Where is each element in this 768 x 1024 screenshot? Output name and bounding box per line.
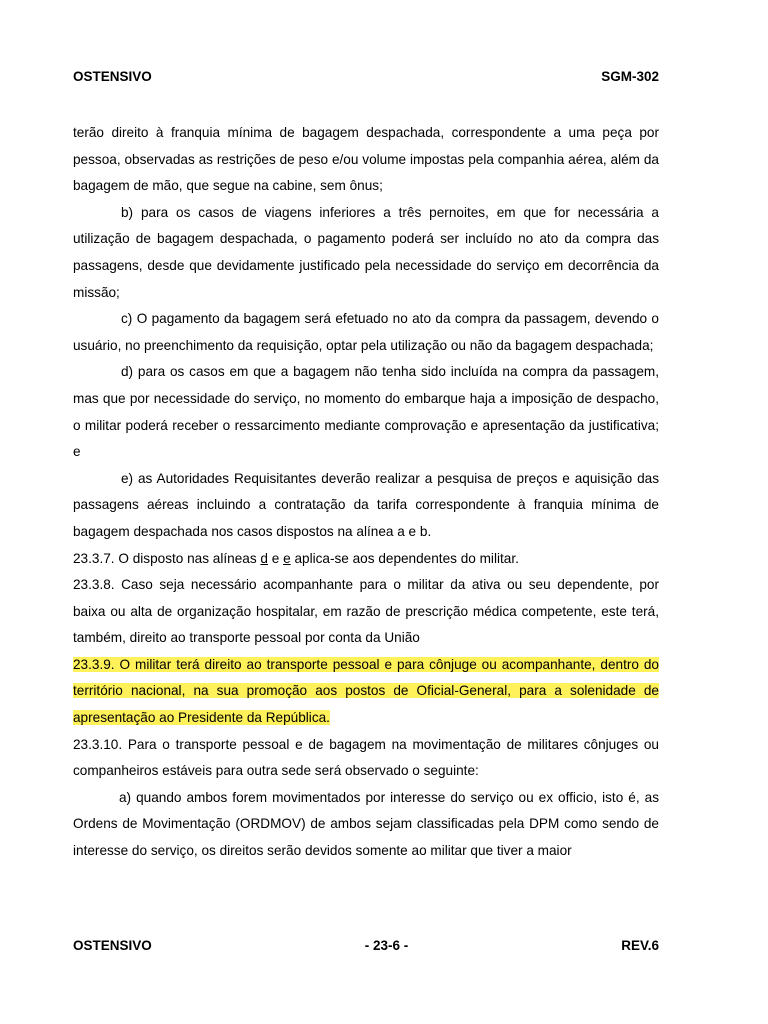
page-header (73, 69, 659, 84)
underlined-letter-e: e (283, 550, 291, 566)
paragraph-23-3-10: 23.3.10. Para o transporte pessoal e de bagagem na movimentação de militares cônjuges ou companheiros estáveis para outra sede será observado o seguinte: (73, 736, 659, 779)
paragraph-23-3-8: 23.3.8. Caso seja necessário acompanhante para o militar da ativa ou seu dependente, por baixa ou alta de organização hospitalar, em razão de prescrição médica competente, este terá, também, direito ao transporte pessoal por conta da União (73, 577, 659, 646)
highlighted-text: 23.3.9. O militar terá direito ao transporte pessoal e para cônjuge ou acompanhante, dentro do território nacional, na sua promoção aos postos de Oficial-General, para a solenidade de apresentação ao Presidente da República. (73, 656, 659, 726)
page-number: - 23-6 - (364, 938, 409, 953)
underlined-letter-d: d (260, 550, 268, 566)
paragraph-continuation: terão direito à franquia mínima de bagagem despachada, correspondente a uma peça por pessoa, observadas as restrições de peso e/ou volume impostas pela companhia aérea, além da bagagem de mão, que segue na cabine, sem ônus; (73, 125, 659, 194)
footer-classification: OSTENSIVO (73, 938, 152, 953)
paragraph-item-b: b) para os casos de viagens inferiores a três pernoites, em que for necessária a utilização de bagagem despachada, o pagamento poderá ser incluído no ato da compra das passagens, desde que devidamente justificado pela necessidade do serviço em decorrência da missão; (73, 204, 659, 300)
text-fragment: 23.3.7. O disposto nas alíneas (73, 550, 261, 566)
revision-label: REV.6 (621, 938, 659, 953)
paragraph-item-e: e) as Autoridades Requisitantes deverão realizar a pesquisa de preços e aquisição das passagens aéreas incluindo a contratação da tarifa correspondente à franquia mínima de bagagem despachada nos casos dispostos na alínea a e b. (73, 470, 659, 539)
paragraph-item-d: d) para os casos em que a bagagem não tenha sido incluída na compra da passagem, mas que por necessidade do serviço, no momento do embarque haja a imposição de despacho, o militar poderá receber o ressarcimento mediante comprovação e apresentação da justificativa; e (73, 364, 659, 460)
header-document-code: SGM-302 (601, 69, 659, 84)
paragraph-23-3-9 (73, 652, 659, 732)
text-fragment: aplica-se aos dependentes do militar. (290, 550, 519, 566)
document-body (73, 120, 659, 865)
header-classification: OSTENSIVO (73, 69, 152, 84)
paragraph-item-a: a) quando ambos forem movimentados por interesse do serviço ou ex officio, isto é, as Ordens de Movimentação (ORDMOV) de ambos sejam classificadas pela DPM como sendo de interesse do serviço, os direitos serão devidos somente ao militar que tiver a maior (73, 789, 659, 859)
page-footer (73, 938, 659, 953)
paragraph-item-c: c) O pagamento da bagagem será efetuado no ato da compra da passagem, devendo o usuário, no preenchimento da requisição, optar pela utilização ou não da bagagem despachada; (73, 311, 659, 353)
text-fragment: e (267, 550, 284, 566)
paragraph-23-3-7 (73, 546, 659, 573)
